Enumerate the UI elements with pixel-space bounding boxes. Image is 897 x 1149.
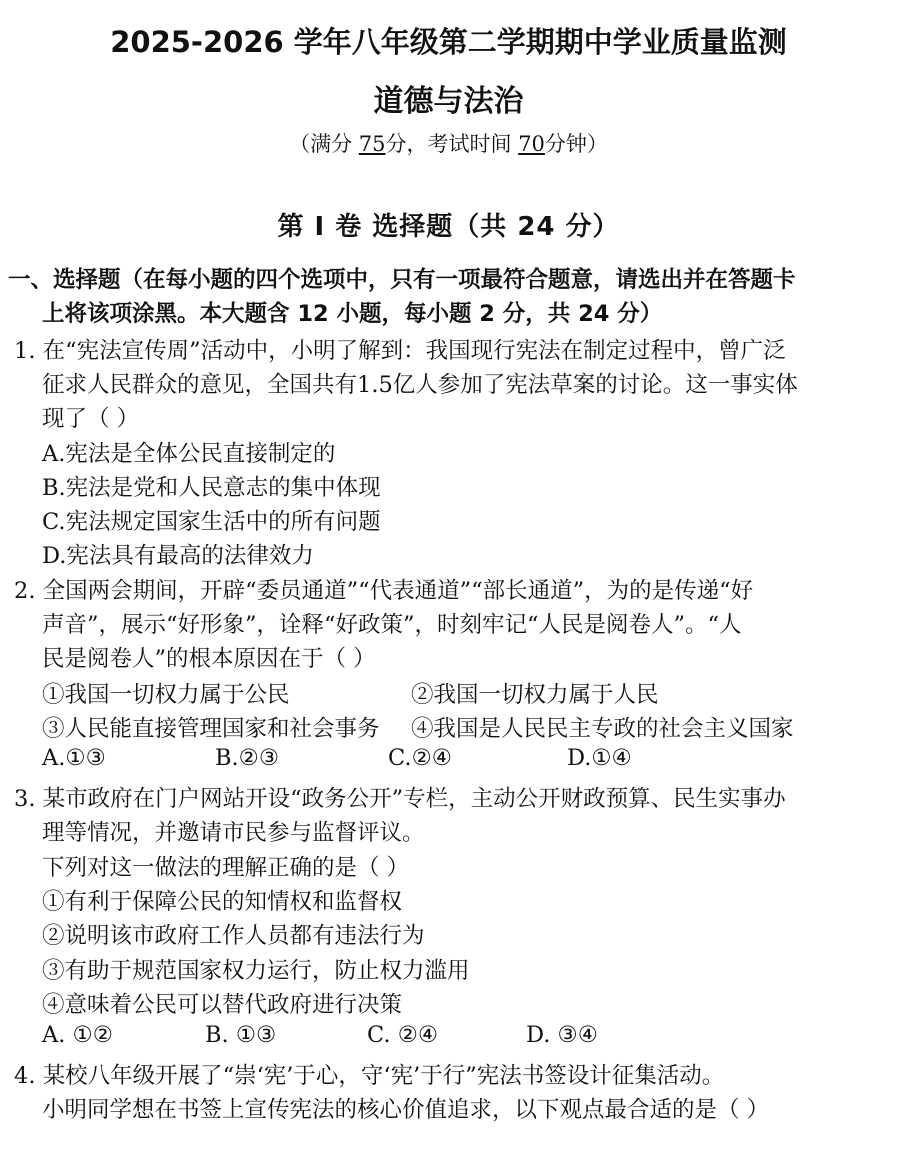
q2-item-2: ②我国一切权力属于人民 bbox=[411, 682, 659, 708]
q2-option-b: B.②③ bbox=[215, 745, 280, 771]
exam-title: 2025-2026 学年八年级第二学期期中学业质量监测 bbox=[110, 25, 787, 59]
q1-stem-line3: 现了（ ） bbox=[42, 406, 140, 432]
exam-note bbox=[0, 128, 897, 158]
q2-option-d: D.①④ bbox=[567, 745, 632, 771]
q1-option-b: B.宪法是党和人民意志的集中体现 bbox=[42, 475, 381, 501]
q1-stem-line2: 征求人民群众的意见，全国共有1.5亿人参加了宪法草案的讨论。这一事实体 bbox=[42, 372, 798, 398]
q3-item-2: ②说明该市政府工作人员都有违法行为 bbox=[42, 923, 425, 949]
q3-stem-line2: 理等情况，并邀请市民参与监督评议。 bbox=[42, 820, 425, 846]
q3-option-b: B. ①③ bbox=[205, 1022, 277, 1048]
note-suffix: 分钟） bbox=[544, 132, 608, 156]
q1-option-a: A.宪法是全体公民直接制定的 bbox=[42, 441, 336, 467]
q2-item-3: ③人民能直接管理国家和社会事务 bbox=[42, 716, 380, 742]
subject-title: 道德与法治 bbox=[373, 84, 524, 119]
note-prefix: （满分 bbox=[289, 132, 359, 156]
q2-option-a: A.①③ bbox=[42, 745, 106, 771]
q3-item-4: ④意味着公民可以替代政府进行决策 bbox=[42, 992, 403, 1018]
q1-stem-line1: 1. 在“宪法宣传周”活动中，小明了解到：我国现行宪法在制定过程中，曾广泛 bbox=[14, 338, 786, 364]
q3-item-3: ③有助于规范国家权力运行，防止权力滥用 bbox=[42, 958, 470, 984]
q2-item-1: ①我国一切权力属于公民 bbox=[42, 682, 290, 708]
q2-stem-line3: 民是阅卷人”的根本原因在于（ ） bbox=[42, 646, 376, 672]
q3-option-d: D. ③④ bbox=[526, 1022, 598, 1048]
full-score: 75 bbox=[358, 132, 386, 156]
q1-option-c: C.宪法规定国家生活中的所有问题 bbox=[42, 509, 381, 535]
note-mid: 分，考试时间 bbox=[385, 132, 519, 156]
q3-stem-line3: 下列对这一做法的理解正确的是（ ） bbox=[42, 855, 410, 881]
q4-stem-line1: 4. 某校八年级开展了“崇‘宪’于心，守‘宪’于行”宪法书签设计征集活动。 bbox=[14, 1063, 725, 1089]
section1-instructions-line1: 一、选择题（在每小题的四个选项中，只有一项最符合题意，请选出并在答题卡 bbox=[8, 267, 796, 293]
q3-stem-line1: 3. 某市政府在门户网站开设“政务公开”专栏，主动公开财政预算、民生实事办 bbox=[14, 786, 786, 812]
q1-option-d: D.宪法具有最高的法律效力 bbox=[42, 543, 314, 569]
exam-duration: 70 bbox=[518, 132, 545, 156]
q3-option-a: A. ①② bbox=[42, 1022, 113, 1048]
q3-item-1: ①有利于保障公民的知情权和监督权 bbox=[42, 889, 403, 915]
q2-item-4: ④我国是人民民主专政的社会主义国家 bbox=[411, 716, 794, 742]
q3-option-c: C. ②④ bbox=[367, 1022, 439, 1048]
q2-stem-line1: 2. 全国两会期间，开辟“委员通道”“代表通道”“部长通道”，为的是传递“好 bbox=[14, 578, 754, 604]
q2-option-c: C.②④ bbox=[388, 745, 452, 771]
q4-stem-line2: 小明同学想在书签上宣传宪法的核心价值追求，以下观点最合适的是（ ） bbox=[42, 1097, 770, 1123]
section1-instructions-line2: 上将该项涂黑。本大题含 12 小题，每小题 2 分，共 24 分） bbox=[42, 301, 663, 327]
part1-title: 第 Ⅰ 卷 选择题（共 24 分） bbox=[277, 212, 620, 242]
q2-stem-line2: 声音”，展示“好形象”，诠释“好政策”，时刻牢记“人民是阅卷人”。“人 bbox=[42, 612, 742, 638]
